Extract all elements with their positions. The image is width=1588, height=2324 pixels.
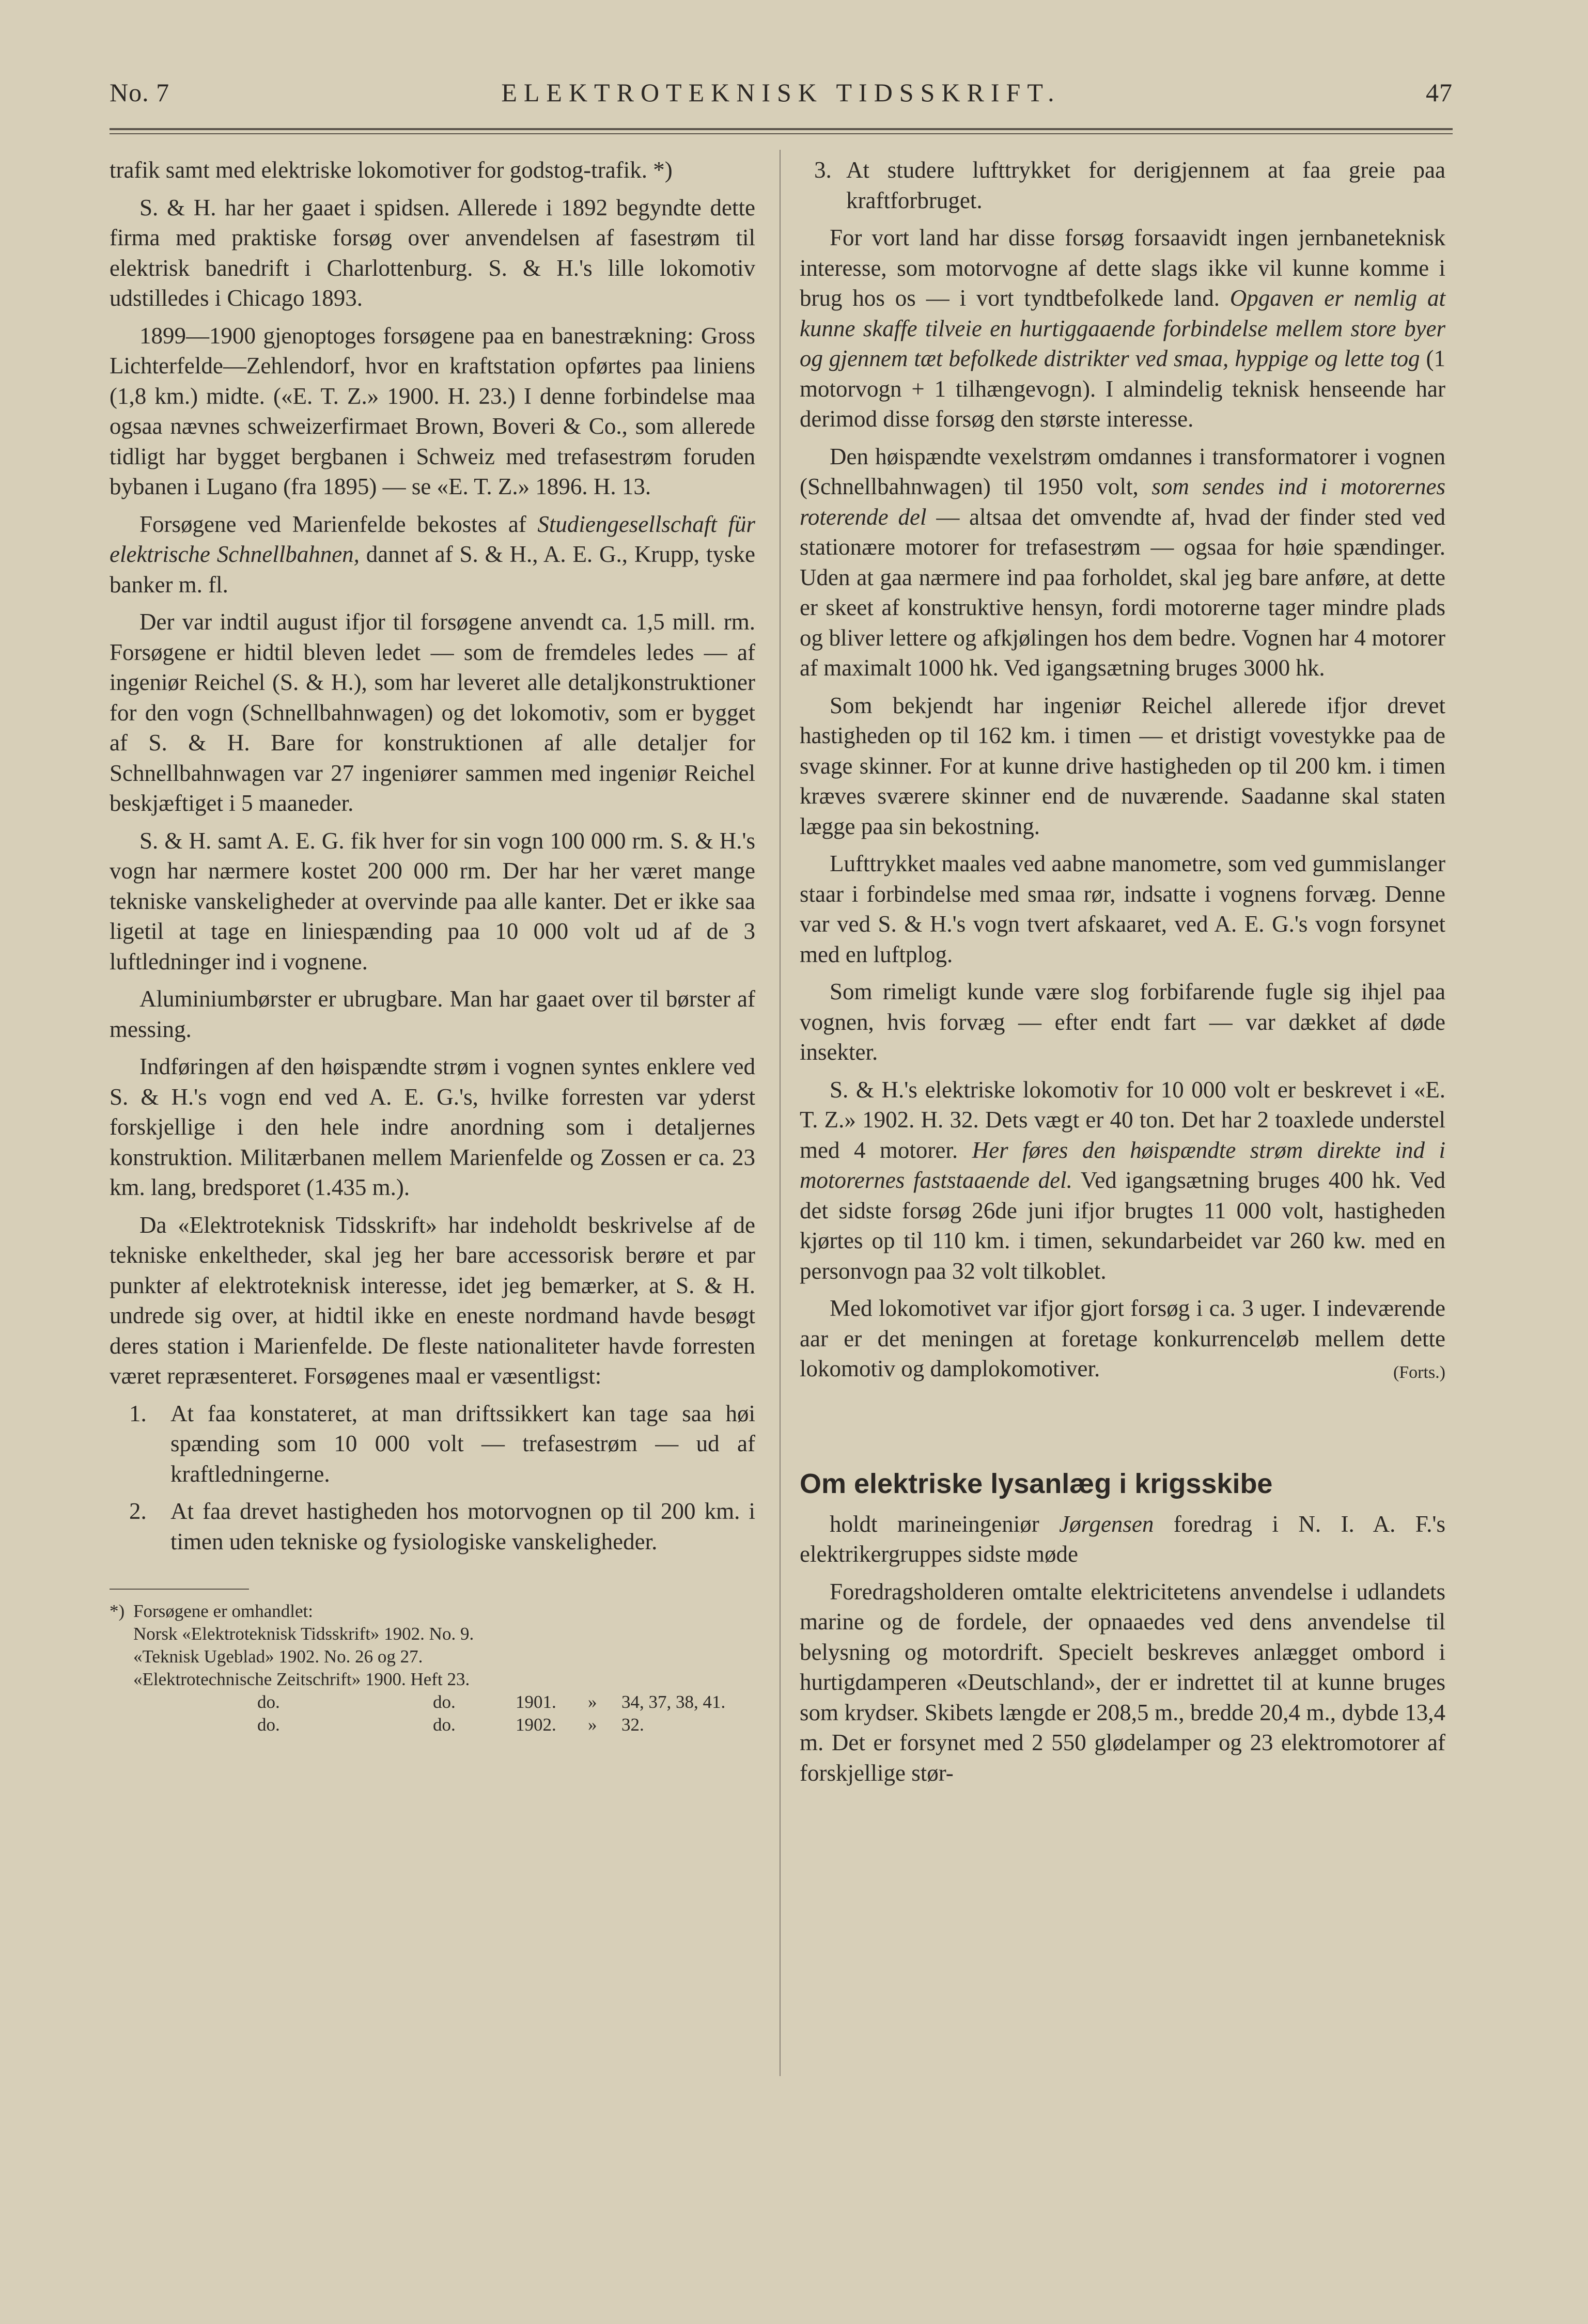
list-text: At studere lufttrykket for derigjennem at faa greie paa kraftforbruget. (846, 157, 1445, 213)
text-run: foredrag i N. I. A. F.'s elektrikergruppes sidste møde (800, 1511, 1445, 1567)
footnote-line: Norsk «Elektroteknisk Tidsskrift» 1902. No. 9. (133, 1624, 474, 1644)
journal-title: ELEKTROTEKNISK TIDSSKRIFT. (501, 78, 1061, 107)
footnote-line (133, 1714, 755, 1736)
paragraph: Lufttrykket maales ved aabne manometre, som ved gummislanger staar i forbindelse med smaa rør, indsatte i vognens forvæg. Denne var ved S. & H.'s vogn tvert afskaaret, ved A. E. G.'s vogn forsynet med en luftplog. (800, 851, 1445, 967)
text-run: holdt marineingeniør (830, 1511, 1060, 1537)
list-number: 3. (814, 157, 832, 183)
paragraph (110, 509, 755, 600)
ditto-mark: do. (257, 1715, 280, 1735)
footnote-line: «Elektrotechnische Zeitschrift» 1900. Heft 23. (133, 1669, 470, 1689)
italic-emphasis: Opgaven er nemlig at kunne skaffe tilveie en hurtiggaaende forbindelse mellem store byer og gjennem tæt befolkede distrikter ved smaa, hyppige og lette tog (800, 285, 1445, 371)
footnote-line (133, 1691, 755, 1714)
paragraph: Foredragsholderen omtalte elektricitetens anvendelse i udlandets marine og de fordele, der opnaaedes ved dens anvendelse til belysning og motordrift. Specielt beskreves anlægget ombord i hurtigdamperen «Deutschland», der er indrettet til at kunne bruges som krydser. Skibets længde er 208,5 m., bredde 20,4 m., dybde 13,4 m. Det er forsynet med 2 550 glødelamper og 23 elektromotorer af forskjellige stør- (800, 1578, 1445, 1786)
italic-org-name: Studiengesellschaft für elektrische Schnellbahnen, (110, 511, 755, 567)
column-divider (780, 150, 781, 2076)
paragraph: Der var indtil august ifjor til forsøgene anvendt ca. 1,5 mill. rm. Forsøgene er hidtil bleven ledet — som de fremdeles ledes — af ingeniør Reichel (S. & H.), som har leveret alle detaljkonstruktioner for den vogn (Schnellbahnwagen) og det lokomotiv, som er bygget af S. & H. Bare for konstruktionen af alle detaljer for Schnellbahnwagen var 27 ingeniører sammen med ingeniør Reichel beskjæftiget i 5 maaneder. (110, 609, 755, 816)
issue-number: No. 7 (110, 78, 170, 107)
text-run: S. & H.'s elektriske lokomotiv for 10 000 volt er beskrevet i «E. T. Z.» 1902. H. 32. Dets vægt er 40 ton. Det har 2 toaxlede understel med 4 motorer. (800, 1076, 1445, 1163)
paragraph: Som rimeligt kunde være slog forbifarende fugle sig ihjel paa vognen, hvis forvæg — efter endt fart — var dækket af døde insekter. (800, 979, 1445, 1065)
header-rule-thin (110, 133, 1453, 134)
paragraph: S. & H. har her gaaet i spidsen. Allerede i 1892 begyndte dette firma med praktiske forsøg over anvendelsen af fasestrøm til elektrisk banedrift i Charlottenburg. S. & H.'s lille lokomotiv udstilledes i Chicago 1893. (110, 194, 755, 311)
footnote-rule (110, 1589, 249, 1590)
text-run: (1 motorvogn + 1 tilhængevogn). I almindelig teknisk henseende har derimod disse forsøg den største interesse. (800, 346, 1445, 432)
speaker-name: Jørgensen (1059, 1511, 1154, 1537)
footnote-line: Forsøgene er omhandlet: (133, 1601, 313, 1621)
footnote-year: 1902. (516, 1715, 556, 1735)
list-number: 1. (129, 1400, 147, 1426)
footnote-pages: 32. (621, 1715, 644, 1735)
italic-emphasis: Her føres den høispændte strøm direkte ind i motorernes faststaaende del. (800, 1137, 1445, 1193)
footnote-year: 1901. (516, 1692, 556, 1712)
page-number: 47 (1426, 78, 1453, 107)
paragraph: trafik samt med elektriske lokomotiver for godstog-trafik. *) (110, 157, 673, 183)
italic-emphasis: som sendes ind i motorernes roterende del (800, 474, 1445, 530)
text-run: Forsøgene ved Marienfelde bekostes af (139, 511, 538, 537)
text-run: Ved igangsætning bruges 400 hk. Ved det sidste forsøg 26de juni ifjor brugtes 11 000 volt, hastigheden kjørtes op til 110 km. i timen, sekundarbeidet var 260 kw. med en personvogn paa 32 volt tilkoblet. (800, 1167, 1445, 1284)
paragraph: Aluminiumbørster er ubrugbare. Man har gaaet over til børster af messing. (110, 986, 755, 1042)
list-text: At faa konstateret, at man driftssikkert kan tage saa høi spænding som 10 000 volt — trefasestrøm — ud af kraftledningerne. (170, 1400, 755, 1487)
ditto-mark: » (588, 1715, 597, 1735)
article-title: Om elektriske lysanlæg i krigsskibe (800, 1468, 1273, 1499)
paragraph (800, 223, 1445, 434)
list-item (110, 1399, 755, 1489)
list-text: At faa drevet hastigheden hos motorvognen op til 200 km. i timen uden tekniske og fysiologiske vanskeligheder. (170, 1498, 755, 1554)
paragraph: Da «Elektroteknisk Tidsskrift» har indeholdt beskrivelse af de tekniske enkeltheder, skal jeg her bare accessorisk berøre et par punkter af elektroteknisk interesse, idet jeg bemærker, at S. & H. undrede sig over, at hidtil ikke en eneste nordmand havde besøgt deres station i Marienfelde. De fleste nationaliteter havde forresten været repræsenteret. Forsøgenes maal er væsentligst: (110, 1212, 755, 1389)
paragraph (800, 1075, 1445, 1286)
text-run: Med lokomotivet var ifjor gjort forsøg i ca. 3 uger. I indeværende aar er det meningen at foretage konkurrenceløb mellem dette lokomotiv og damplokomotiver. (800, 1295, 1445, 1381)
paragraph (800, 1293, 1445, 1388)
paragraph: S. & H. samt A. E. G. fik hver for sin vogn 100 000 rm. S. & H.'s vogn har nærmere kostet 200 000 rm. Der har her været mange tekniske vanskeligheder at overvinde paa alle kanter. Det er ikke saa ligetil at tage en liniespænding paa 10 000 volt ud af de 3 luftledninger ind i vognene. (110, 827, 755, 975)
ditto-mark: do. (433, 1692, 456, 1712)
text-run: For vort land har disse forsøg forsaavidt ingen jernbaneteknisk interesse, som motorvogne af dette slags ikke vil kunne komme i brug hos os — i vort tyndtbefolkede land. (800, 225, 1445, 311)
header-rule-thick (110, 128, 1453, 130)
footnote-line: «Teknisk Ugeblad» 1902. No. 26 og 27. (133, 1646, 423, 1667)
ditto-mark: » (588, 1692, 597, 1712)
paragraph (800, 1509, 1445, 1569)
list-item (110, 1496, 755, 1557)
footnote-pages: 34, 37, 38, 41. (621, 1692, 726, 1712)
text-run: dannet af S. & H., A. E. G., Krupp, tyske banker m. fl. (110, 541, 755, 598)
ditto-mark: do. (433, 1715, 456, 1735)
ditto-mark: do. (257, 1692, 280, 1712)
paragraph: 1899—1900 gjenoptoges forsøgene paa en banestrækning: Gross Lichterfelde—Zehlendorf, hvor en kraftstation opførtes paa liniens (1,8 km.) midte. («E. T. Z.» 1900. H. 23.) I denne forbindelse maa ogsaa nævnes schweizerfirmaet Brown, Boveri & Co., som allerede tidligt har bygget bergbanen i Schweiz med trefasestrøm foruden bybanen i Lugano (fra 1895) — se «E. T. Z.» 1896. H. 13. (110, 322, 755, 499)
list-item (800, 155, 1445, 215)
footnote (110, 1600, 755, 1736)
continued-note: (Forts.) (1393, 1363, 1445, 1382)
paragraph: Indføringen af den høispændte strøm i vognen syntes enklere ved S. & H.'s vogn end ved A. E. G.'s, hvilke forresten var yderst forskjellige i den hele indre anordning som i detaljernes konstruktion. Militærbanen mellem Marienfelde og Zossen er ca. 23 km. lang, bredsporet (1.435 m.). (110, 1054, 755, 1200)
page-header (110, 77, 1453, 114)
left-column (110, 155, 755, 1736)
footnote-marker: *) (110, 1601, 125, 1621)
right-column (800, 155, 1445, 1795)
paragraph: Som bekjendt har ingeniør Reichel allerede ifjor drevet hastigheden op til 162 km. i timen — et dristigt vovestykke paa de svage skinner. For at kunne drive hastigheden op til 200 km. i timen kræves sværere skinner end de nuværende. Saadanne skal staten lægge paa sin bekostning. (800, 692, 1445, 839)
paragraph (800, 442, 1445, 683)
text-run: Den høispændte vexelstrøm omdannes i transformatorer i vognen (Schnellbahnwagen) til 1950 volt, (800, 443, 1445, 499)
list-number: 2. (129, 1498, 147, 1524)
text-run: — altsaa det omvendte af, hvad der finder sted ved stationære motorer for trefasestrøm — ogsaa for høie spændinger. Uden at gaa nærmere ind paa forholdet, skal jeg bare anføre, at dette er skeet af konstruktive hensyn, fordi motorerne tager mindre plads og bliver lettere og afkjølingen hos dem bedre. Vognen har 4 motorer af maximalt 1000 hk. Ved igangsætning bruges 3000 hk. (800, 504, 1445, 681)
